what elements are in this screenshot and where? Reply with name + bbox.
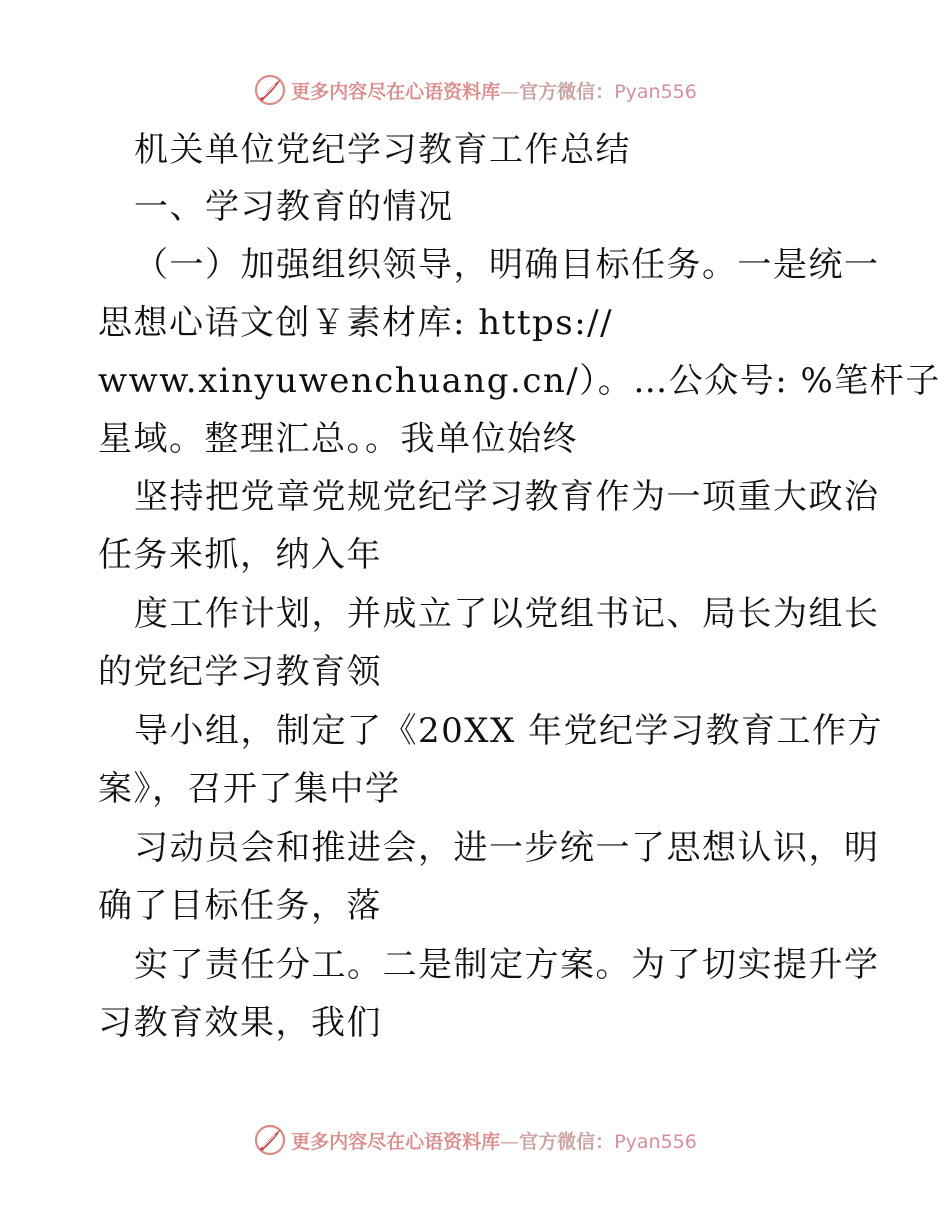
- quill-pen-logo-icon: [253, 73, 287, 107]
- paragraph-line: 导小组，制定了《20XX 年党纪学习教育工作方: [134, 711, 883, 751]
- watermark-wechat-label: 官方微信：: [519, 1130, 615, 1153]
- watermark-header: [0, 70, 950, 110]
- watermark-wechat-label: 官方微信：: [519, 80, 615, 103]
- paragraph-line: 的党纪学习教育领: [98, 652, 382, 692]
- paragraph-line: 实了责任分工。二是制定方案。为了切实提升学: [134, 945, 880, 985]
- paragraph-line: 案》，召开了集中学: [98, 769, 401, 809]
- watermark-dash: —: [500, 1130, 520, 1153]
- watermark-site-name: 更多内容尽在心语资料库: [291, 1130, 501, 1153]
- watermark-footer: [0, 1120, 950, 1160]
- paragraph-line: www.xinyuwenchuang.cn/）。…公众号: %笔杆子: [98, 361, 941, 401]
- paragraph-line: 星域。整理汇总。。我单位始终: [98, 419, 578, 459]
- watermark-text: [291, 1127, 697, 1154]
- paragraph-line: 习动员会和推进会，进一步统一了思想认识，明: [134, 828, 880, 868]
- section-heading: 一、学习教育的情况: [134, 187, 454, 227]
- paragraph-line: 思想心语文创￥素材库: https://: [98, 303, 614, 343]
- watermark-text: [291, 77, 697, 104]
- paragraph-line: 任务来抓，纳入年: [98, 535, 382, 575]
- paragraph-line: 坚持把党章党规党纪学习教育作为一项重大政治: [134, 477, 880, 517]
- paragraph-line: 确了目标任务，落: [98, 886, 382, 926]
- watermark-wechat-id: Pyan556: [614, 1130, 697, 1153]
- paragraph-line: 习教育效果，我们: [98, 1003, 382, 1043]
- watermark-site-name: 更多内容尽在心语资料库: [291, 80, 501, 103]
- watermark-wechat-id: Pyan556: [614, 80, 697, 103]
- watermark-dash: —: [500, 80, 520, 103]
- document-title: 机关单位党纪学习教育工作总结: [134, 130, 631, 170]
- paragraph-line: 度工作计划，并成立了以党组书记、局长为组长: [134, 594, 880, 634]
- paragraph-line: （一）加强组织领导，明确目标任务。一是统一: [134, 245, 880, 285]
- quill-pen-logo-icon: [253, 1123, 287, 1157]
